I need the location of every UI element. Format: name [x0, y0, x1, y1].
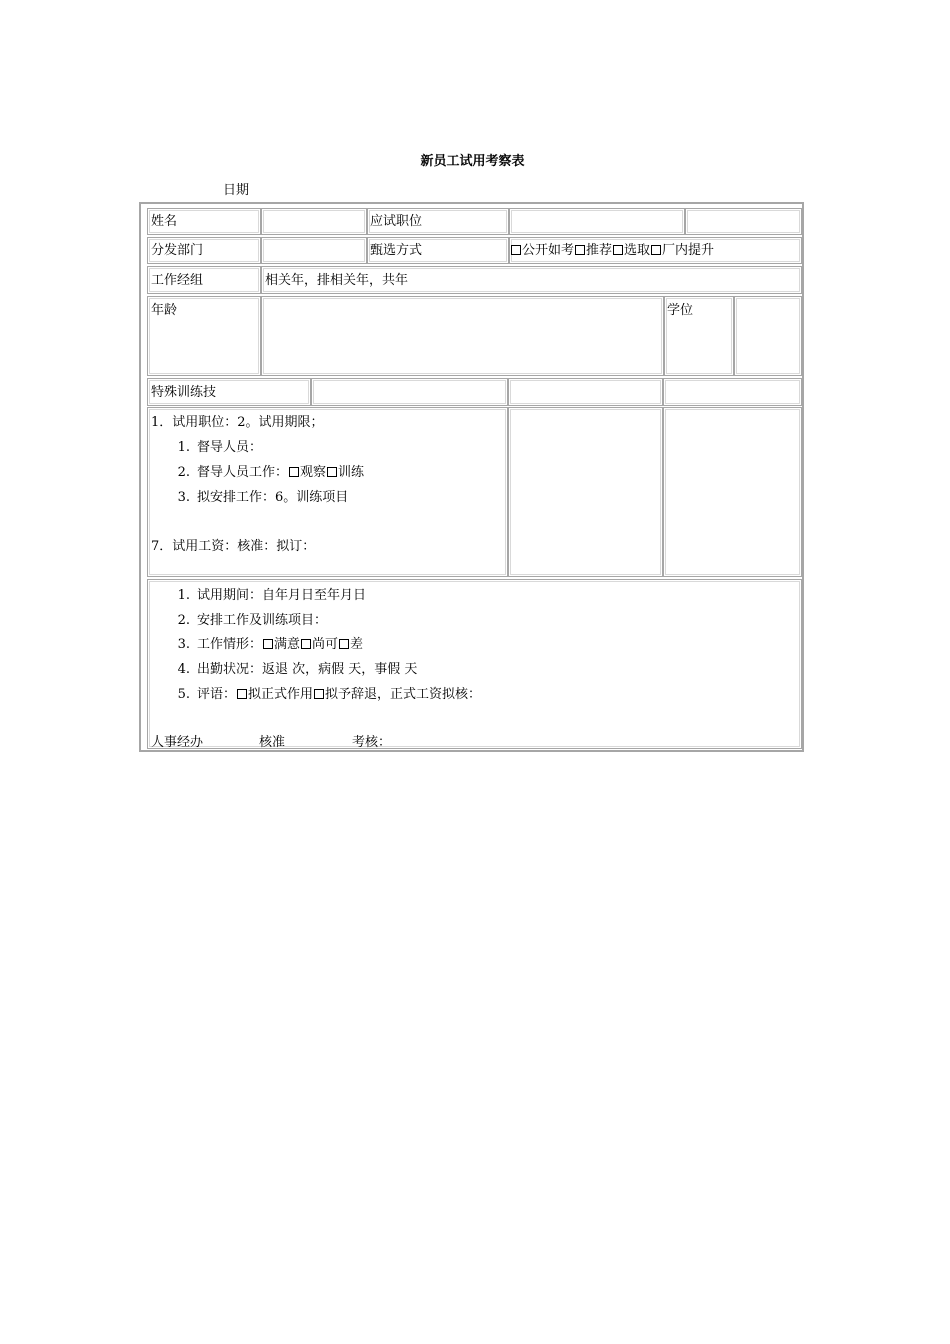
degree-label-cell: [664, 296, 734, 376]
list-text-prefix: 督导人员工作：: [197, 465, 289, 480]
checkbox-dismiss[interactable]: [314, 689, 324, 699]
trial-info-cell: [147, 407, 508, 577]
evaluation-form-table: [139, 202, 804, 752]
exp-value-cell[interactable]: [261, 266, 802, 294]
list-number: 1.: [177, 440, 190, 455]
list-number: 5.: [177, 687, 190, 702]
dept-label-cell: [147, 237, 261, 264]
signature-hr: 人事经办: [151, 735, 204, 750]
name-label-cell: [147, 208, 261, 235]
list-text: [197, 687, 481, 703]
method-options-cell: [509, 237, 802, 264]
list-number: 3.: [177, 637, 190, 652]
name-input-cell[interactable]: [261, 208, 367, 235]
checkbox-train[interactable]: [327, 467, 337, 477]
option-acceptable: 尚可: [312, 637, 339, 652]
list-text: 出勤状况：返退 次，病假 天，事假 天: [197, 662, 418, 677]
list-number: 1.: [177, 588, 190, 603]
trial-salary-line: 7．试用工资：核准：拟订：: [151, 539, 316, 554]
option-observe: 观察: [300, 465, 327, 480]
evaluation-cell: [147, 579, 802, 749]
dept-input-cell[interactable]: [261, 237, 367, 264]
checkbox-hire[interactable]: [237, 689, 247, 699]
method-label: 甄选方式: [370, 243, 423, 258]
list-text: [197, 465, 364, 481]
position-label: 应试职位: [370, 214, 423, 229]
checkbox-poor[interactable]: [339, 639, 349, 649]
method-options: [510, 243, 714, 259]
option-internal: 厂内提升: [662, 243, 715, 258]
checkbox-observe[interactable]: [289, 467, 299, 477]
trial-info-cell-3[interactable]: [663, 407, 802, 577]
option-open-exam: 公开如考: [522, 243, 575, 258]
list-text: 督导人员：: [197, 440, 263, 455]
date-label: 日期: [223, 183, 250, 198]
list-number: 2.: [177, 465, 190, 480]
exp-value: 相关年，排相关年，共年: [265, 273, 409, 288]
list-number: 2.: [177, 613, 190, 628]
skills-input-cell-3[interactable]: [663, 378, 802, 406]
skills-label: 特殊训练技: [151, 385, 217, 400]
skills-label-cell: [147, 378, 311, 406]
age-label: 年龄: [151, 303, 178, 318]
list-text-prefix: 工作情形：: [197, 637, 263, 652]
position-input-cell[interactable]: [509, 208, 685, 235]
degree-label: 学位: [667, 303, 694, 318]
position-label-cell: [367, 208, 509, 235]
checkbox-internal[interactable]: [651, 245, 661, 255]
checkbox-acceptable[interactable]: [301, 639, 311, 649]
name-label: 姓名: [151, 214, 178, 229]
skills-input-cell-2[interactable]: [508, 378, 663, 406]
exp-label-cell: [147, 266, 261, 294]
skills-input-cell[interactable]: [311, 378, 508, 406]
degree-input-cell[interactable]: [734, 296, 802, 376]
exp-label: 工作经组: [151, 273, 204, 288]
method-label-cell: [367, 237, 509, 264]
checkbox-satisfied[interactable]: [263, 639, 273, 649]
dept-label: 分发部门: [151, 243, 204, 258]
checkbox-open-exam[interactable]: [511, 245, 521, 255]
option-dismiss: 拟予辞退，正式工资拟核：: [325, 687, 482, 702]
age-input-cell[interactable]: [261, 296, 664, 376]
checkbox-recommend[interactable]: [575, 245, 585, 255]
list-text-prefix: 评语：: [197, 687, 237, 702]
option-select: 选取: [624, 243, 651, 258]
list-number: 3.: [177, 490, 190, 505]
list-text: [197, 637, 363, 653]
signature-review: 考核：: [352, 735, 392, 750]
option-hire: 拟正式作用: [248, 687, 314, 702]
list-text: 安排工作及训练项目：: [197, 613, 328, 628]
option-satisfied: 满意: [274, 637, 301, 652]
option-train: 训练: [338, 465, 365, 480]
checkbox-select[interactable]: [613, 245, 623, 255]
option-poor: 差: [350, 637, 364, 652]
list-text: 试用期间：自年月日至年月日: [197, 588, 367, 603]
signature-approve: 核准: [259, 735, 286, 750]
trial-info-cell-2[interactable]: [508, 407, 663, 577]
list-text: 拟安排工作：6。训练项目: [197, 490, 349, 505]
list-number: 4.: [177, 662, 190, 677]
extra-input-cell[interactable]: [685, 208, 802, 235]
option-recommend: 推荐: [586, 243, 613, 258]
age-label-cell: [147, 296, 261, 376]
trial-heading: 1．试用职位：2。试用期限；: [151, 415, 324, 430]
form-title: 新员工试用考察表: [420, 154, 525, 169]
